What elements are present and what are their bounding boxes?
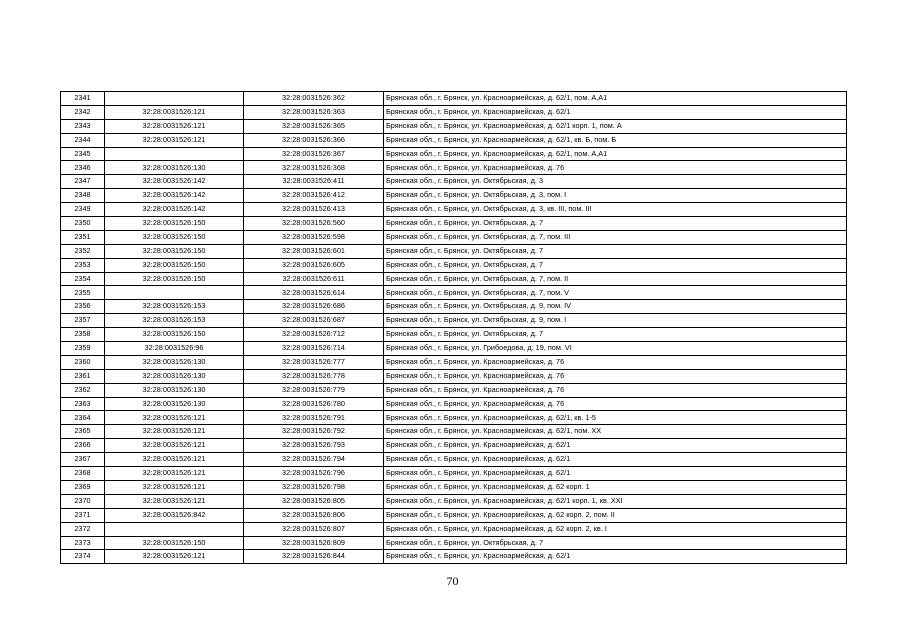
cadastral-number-cell: 32:28:0031526:714 <box>244 342 384 356</box>
parent-cadastral-number-cell: 32:28:0031526:150 <box>105 217 244 231</box>
cadastral-number-cell: 32:28:0031526:611 <box>244 272 384 286</box>
registry-table-body <box>61 92 847 564</box>
address-cell: Брянская обл., г. Брянск, ул. Красноармейская, д. 62/1, пом. А,А1 <box>384 92 847 106</box>
address-cell: Брянская обл., г. Брянск, ул. Октябрьская, д. 3, кв. III, пом. III <box>384 203 847 217</box>
cadastral-number-cell: 32:28:0031526:368 <box>244 161 384 175</box>
table-row <box>61 494 847 508</box>
address-cell: Брянская обл., г. Брянск, ул. Октябрьская, д. 3 <box>384 175 847 189</box>
cadastral-number-cell: 32:28:0031526:412 <box>244 189 384 203</box>
address-cell: Брянская обл., г. Брянск, ул. Красноармейская, д. 62/1, кв. Б, пом. Б <box>384 133 847 147</box>
row-number-cell: 2370 <box>61 494 105 508</box>
cadastral-number-cell: 32:28:0031526:366 <box>244 133 384 147</box>
cadastral-number-cell: 32:28:0031526:777 <box>244 355 384 369</box>
row-number-cell: 2357 <box>61 314 105 328</box>
table-row <box>61 314 847 328</box>
table-row <box>61 92 847 106</box>
cadastral-number-cell: 32:28:0031526:807 <box>244 522 384 536</box>
address-cell: Брянская обл., г. Брянск, ул. Октябрьская, д. 3, пом. I <box>384 189 847 203</box>
parent-cadastral-number-cell: 32:28:0031526:121 <box>105 480 244 494</box>
row-number-cell: 2358 <box>61 328 105 342</box>
address-cell: Брянская обл., г. Брянск, ул. Красноармейская, д. 62/1, пом. А,А1 <box>384 147 847 161</box>
table-row <box>61 467 847 481</box>
cadastral-number-cell: 32:28:0031526:806 <box>244 508 384 522</box>
table-row <box>61 203 847 217</box>
cadastral-number-cell: 32:28:0031526:779 <box>244 383 384 397</box>
row-number-cell: 2374 <box>61 550 105 564</box>
address-cell: Брянская обл., г. Брянск, ул. Красноармейская, д. 62 корп. 2, пом. II <box>384 508 847 522</box>
cadastral-number-cell: 32:28:0031526:598 <box>244 230 384 244</box>
row-number-cell: 2341 <box>61 92 105 106</box>
parent-cadastral-number-cell: 32:28:0031526:121 <box>105 133 244 147</box>
row-number-cell: 2372 <box>61 522 105 536</box>
cadastral-number-cell: 32:28:0031526:601 <box>244 244 384 258</box>
cadastral-number-cell: 32:28:0031526:791 <box>244 411 384 425</box>
parent-cadastral-number-cell: 32:28:0031526:121 <box>105 439 244 453</box>
page-number: 70 <box>446 574 459 588</box>
row-number-cell: 2369 <box>61 480 105 494</box>
row-number-cell: 2364 <box>61 411 105 425</box>
row-number-cell: 2353 <box>61 258 105 272</box>
row-number-cell: 2365 <box>61 425 105 439</box>
cadastral-number-cell: 32:28:0031526:560 <box>244 217 384 231</box>
parent-cadastral-number-cell: 32:28:0031526:150 <box>105 230 244 244</box>
table-row <box>61 272 847 286</box>
cadastral-number-cell: 32:28:0031526:794 <box>244 453 384 467</box>
parent-cadastral-number-cell: 32:28:0031526:121 <box>105 550 244 564</box>
parent-cadastral-number-cell: 32:28:0031526:130 <box>105 397 244 411</box>
cadastral-number-cell: 32:28:0031526:363 <box>244 105 384 119</box>
address-cell: Брянская обл., г. Брянск, ул. Красноармейская, д. 76 <box>384 383 847 397</box>
parent-cadastral-number-cell: 32:28:0031526:150 <box>105 258 244 272</box>
address-cell: Брянская обл., г. Брянск, ул. Октябрьская, д. 7 <box>384 328 847 342</box>
parent-cadastral-number-cell: 32:28:0031526:142 <box>105 203 244 217</box>
table-row <box>61 328 847 342</box>
table-row <box>61 147 847 161</box>
row-number-cell: 2349 <box>61 203 105 217</box>
address-cell: Брянская обл., г. Брянск, ул. Красноармейская, д. 62/1, пом. XX <box>384 425 847 439</box>
parent-cadastral-number-cell: 32:28:0031526:142 <box>105 175 244 189</box>
table-row <box>61 369 847 383</box>
parent-cadastral-number-cell: 32:28:0031526:150 <box>105 244 244 258</box>
cadastral-number-cell: 32:28:0031526:686 <box>244 300 384 314</box>
parent-cadastral-number-cell: 32:28:0031526:150 <box>105 272 244 286</box>
address-cell: Брянская обл., г. Брянск, ул. Октябрьская, д. 7 <box>384 536 847 550</box>
address-cell: Брянская обл., г. Брянск, ул. Октябрьская, д. 7, пом. II <box>384 272 847 286</box>
address-cell: Брянская обл., г. Брянск, ул. Красноармейская, д. 62/1 <box>384 439 847 453</box>
cadastral-number-cell: 32:28:0031526:809 <box>244 536 384 550</box>
row-number-cell: 2359 <box>61 342 105 356</box>
address-cell: Брянская обл., г. Брянск, ул. Красноармейская, д. 62/1 <box>384 453 847 467</box>
row-number-cell: 2346 <box>61 161 105 175</box>
address-cell: Брянская обл., г. Брянск, ул. Красноармейская, д. 62 корп. 1 <box>384 480 847 494</box>
table-row <box>61 286 847 300</box>
address-cell: Брянская обл., г. Брянск, ул. Грибоедова, д. 19, пом. VI <box>384 342 847 356</box>
address-cell: Брянская обл., г. Брянск, ул. Октябрьская, д. 7 <box>384 244 847 258</box>
cadastral-number-cell: 32:28:0031526:712 <box>244 328 384 342</box>
cadastral-number-cell: 32:28:0031526:687 <box>244 314 384 328</box>
row-number-cell: 2356 <box>61 300 105 314</box>
parent-cadastral-number-cell <box>105 522 244 536</box>
table-row <box>61 536 847 550</box>
cadastral-number-cell: 32:28:0031526:365 <box>244 119 384 133</box>
parent-cadastral-number-cell <box>105 92 244 106</box>
parent-cadastral-number-cell: 32:28:0031526:121 <box>105 453 244 467</box>
table-row <box>61 355 847 369</box>
parent-cadastral-number-cell <box>105 286 244 300</box>
row-number-cell: 2348 <box>61 189 105 203</box>
row-number-cell: 2351 <box>61 230 105 244</box>
address-cell: Брянская обл., г. Брянск, ул. Октябрьская, д. 7, пом. V <box>384 286 847 300</box>
cadastral-number-cell: 32:28:0031526:798 <box>244 480 384 494</box>
row-number-cell: 2362 <box>61 383 105 397</box>
address-cell: Брянская обл., г. Брянск, ул. Красноармейская, д. 62/1 корп. 1, кв. XXI <box>384 494 847 508</box>
cadastral-number-cell: 32:28:0031526:413 <box>244 203 384 217</box>
row-number-cell: 2352 <box>61 244 105 258</box>
row-number-cell: 2342 <box>61 105 105 119</box>
address-cell: Брянская обл., г. Брянск, ул. Красноармейская, д. 62/1, кв. 1-5 <box>384 411 847 425</box>
table-row <box>61 133 847 147</box>
parent-cadastral-number-cell: 32:28:0031526:130 <box>105 369 244 383</box>
table-row <box>61 439 847 453</box>
table-row <box>61 217 847 231</box>
parent-cadastral-number-cell: 32:28:0031526:121 <box>105 425 244 439</box>
parent-cadastral-number-cell: 32:28:0031526:142 <box>105 189 244 203</box>
cadastral-number-cell: 32:28:0031526:614 <box>244 286 384 300</box>
table-row <box>61 189 847 203</box>
row-number-cell: 2371 <box>61 508 105 522</box>
row-number-cell: 2347 <box>61 175 105 189</box>
parent-cadastral-number-cell <box>105 147 244 161</box>
parent-cadastral-number-cell: 32:28:0031526:153 <box>105 300 244 314</box>
cadastral-number-cell: 32:28:0031526:367 <box>244 147 384 161</box>
parent-cadastral-number-cell: 32:28:0031526:130 <box>105 355 244 369</box>
cadastral-number-cell: 32:28:0031526:805 <box>244 494 384 508</box>
table-row <box>61 550 847 564</box>
row-number-cell: 2354 <box>61 272 105 286</box>
cadastral-number-cell: 32:28:0031526:792 <box>244 425 384 439</box>
table-row <box>61 258 847 272</box>
table-row <box>61 425 847 439</box>
cadastral-number-cell: 32:28:0031526:362 <box>244 92 384 106</box>
address-cell: Брянская обл., г. Брянск, ул. Красноармейская, д. 76 <box>384 161 847 175</box>
parent-cadastral-number-cell: 32:28:0031526:842 <box>105 508 244 522</box>
registry-table <box>60 91 847 564</box>
parent-cadastral-number-cell: 32:28:0031526:121 <box>105 119 244 133</box>
address-cell: Брянская обл., г. Брянск, ул. Красноармейская, д. 62/1 <box>384 467 847 481</box>
table-row <box>61 161 847 175</box>
address-cell: Брянская обл., г. Брянск, ул. Октябрьская, д. 7, пом. III <box>384 230 847 244</box>
row-number-cell: 2368 <box>61 467 105 481</box>
table-row <box>61 411 847 425</box>
parent-cadastral-number-cell: 32:28:0031526:121 <box>105 467 244 481</box>
row-number-cell: 2355 <box>61 286 105 300</box>
table-row <box>61 383 847 397</box>
table-row <box>61 244 847 258</box>
cadastral-number-cell: 32:28:0031526:411 <box>244 175 384 189</box>
address-cell: Брянская обл., г. Брянск, ул. Красноармейская, д. 62/1 <box>384 105 847 119</box>
cadastral-number-cell: 32:28:0031526:793 <box>244 439 384 453</box>
table-row <box>61 105 847 119</box>
parent-cadastral-number-cell: 32:28:0031526:121 <box>105 411 244 425</box>
table-row <box>61 397 847 411</box>
row-number-cell: 2361 <box>61 369 105 383</box>
table-row <box>61 480 847 494</box>
parent-cadastral-number-cell: 32:28:0031526:150 <box>105 328 244 342</box>
cadastral-number-cell: 32:28:0031526:780 <box>244 397 384 411</box>
cadastral-number-cell: 32:28:0031526:796 <box>244 467 384 481</box>
address-cell: Брянская обл., г. Брянск, ул. Красноармейская, д. 62 корп. 2, кв. I <box>384 522 847 536</box>
cadastral-number-cell: 32:28:0031526:844 <box>244 550 384 564</box>
row-number-cell: 2343 <box>61 119 105 133</box>
table-row <box>61 119 847 133</box>
address-cell: Брянская обл., г. Брянск, ул. Красноармейская, д. 76 <box>384 355 847 369</box>
row-number-cell: 2344 <box>61 133 105 147</box>
parent-cadastral-number-cell: 32:28:0031526:150 <box>105 536 244 550</box>
table-row <box>61 342 847 356</box>
parent-cadastral-number-cell: 32:28:0031526:153 <box>105 314 244 328</box>
row-number-cell: 2363 <box>61 397 105 411</box>
row-number-cell: 2367 <box>61 453 105 467</box>
address-cell: Брянская обл., г. Брянск, ул. Октябрьская, д. 7 <box>384 217 847 231</box>
parent-cadastral-number-cell: 32:28:0031526:121 <box>105 494 244 508</box>
row-number-cell: 2350 <box>61 217 105 231</box>
table-row <box>61 175 847 189</box>
row-number-cell: 2373 <box>61 536 105 550</box>
cadastral-number-cell: 32:28:0031526:605 <box>244 258 384 272</box>
parent-cadastral-number-cell: 32:28:0031526:130 <box>105 383 244 397</box>
row-number-cell: 2360 <box>61 355 105 369</box>
address-cell: Брянская обл., г. Брянск, ул. Октябрьская, д. 7 <box>384 258 847 272</box>
parent-cadastral-number-cell: 32:28:0031526:121 <box>105 105 244 119</box>
parent-cadastral-number-cell: 32:28:0031526:130 <box>105 161 244 175</box>
address-cell: Брянская обл., г. Брянск, ул. Красноармейская, д. 62/1 <box>384 550 847 564</box>
address-cell: Брянская обл., г. Брянск, ул. Красноармейская, д. 76 <box>384 397 847 411</box>
address-cell: Брянская обл., г. Брянск, ул. Октябрьская, д. 9, пом. IV <box>384 300 847 314</box>
address-cell: Брянская обл., г. Брянск, ул. Красноармейская, д. 62/1 корп. 1, пом. А <box>384 119 847 133</box>
table-row <box>61 453 847 467</box>
table-row <box>61 300 847 314</box>
address-cell: Брянская обл., г. Брянск, ул. Октябрьская, д. 9, пом. I <box>384 314 847 328</box>
parent-cadastral-number-cell: 32:28:0031526:96 <box>105 342 244 356</box>
table-row <box>61 508 847 522</box>
row-number-cell: 2366 <box>61 439 105 453</box>
cadastral-number-cell: 32:28:0031526:778 <box>244 369 384 383</box>
table-row <box>61 230 847 244</box>
address-cell: Брянская обл., г. Брянск, ул. Красноармейская, д. 76 <box>384 369 847 383</box>
row-number-cell: 2345 <box>61 147 105 161</box>
table-row <box>61 522 847 536</box>
